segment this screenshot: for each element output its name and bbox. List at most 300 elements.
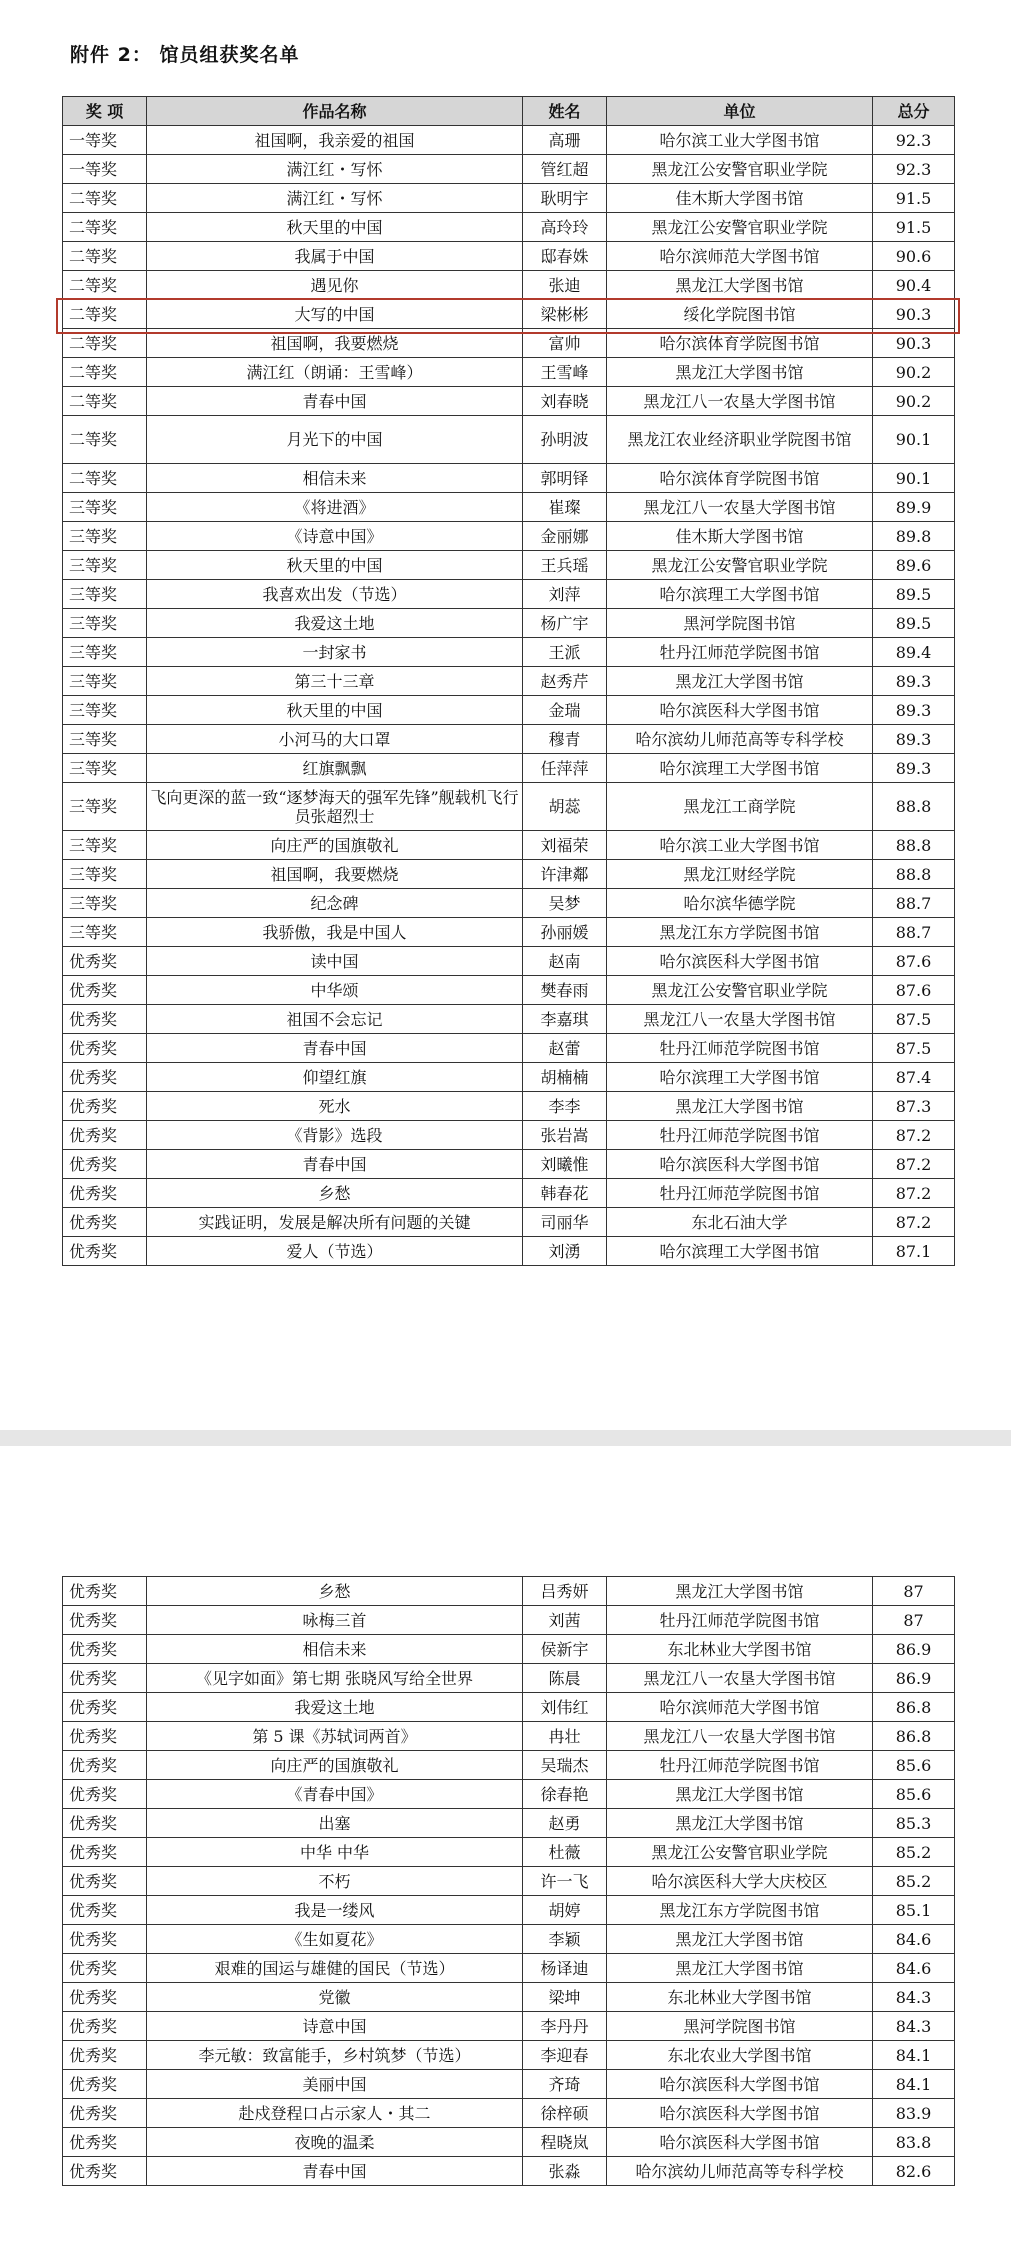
cell-name: 耿明宇 (523, 184, 607, 213)
table-row (63, 1121, 955, 1150)
cell-score: 90.4 (873, 271, 955, 300)
cell-award: 二等奖 (63, 184, 147, 213)
cell-award: 三等奖 (63, 638, 147, 667)
cell-score: 90.3 (873, 300, 955, 329)
cell-unit: 哈尔滨工业大学图书馆 (607, 126, 873, 155)
cell-unit: 黑龙江八一农垦大学图书馆 (607, 387, 873, 416)
cell-title: 中华 中华 (147, 1838, 523, 1867)
cell-award: 优秀奖 (63, 1577, 147, 1606)
cell-name: 樊春雨 (523, 976, 607, 1005)
cell-name: 高珊 (523, 126, 607, 155)
table-row (63, 1838, 955, 1867)
table-row (63, 2012, 955, 2041)
cell-score: 85.6 (873, 1780, 955, 1809)
cell-title: 我属于中国 (147, 242, 523, 271)
cell-unit: 黑龙江东方学院图书馆 (607, 1896, 873, 1925)
table-row (63, 1208, 955, 1237)
cell-award: 三等奖 (63, 493, 147, 522)
cell-award: 二等奖 (63, 387, 147, 416)
cell-title: 爱人（节选） (147, 1237, 523, 1266)
cell-award: 二等奖 (63, 271, 147, 300)
cell-name: 赵秀芹 (523, 667, 607, 696)
cell-award: 三等奖 (63, 754, 147, 783)
cell-unit: 哈尔滨幼儿师范高等专科学校 (607, 725, 873, 754)
cell-score: 85.6 (873, 1751, 955, 1780)
cell-title: 第 5 课《苏轼词两首》 (147, 1722, 523, 1751)
cell-title: 赴戍登程口占示家人・其二 (147, 2099, 523, 2128)
table-row (63, 947, 955, 976)
table-row (63, 1751, 955, 1780)
cell-name: 许一飞 (523, 1867, 607, 1896)
cell-unit: 佳木斯大学图书馆 (607, 184, 873, 213)
cell-award: 优秀奖 (63, 1237, 147, 1266)
table-row (63, 1896, 955, 1925)
cell-name: 程晓岚 (523, 2128, 607, 2157)
cell-name: 胡蕊 (523, 783, 607, 831)
cell-name: 刘福荣 (523, 831, 607, 860)
cell-title: 《青春中国》 (147, 1780, 523, 1809)
table-row (63, 2041, 955, 2070)
cell-score: 84.3 (873, 1983, 955, 2012)
cell-title: 飞向更深的蓝一致“逐梦海天的强军先锋”舰载机飞行员张超烈士 (147, 783, 523, 831)
table-row (63, 754, 955, 783)
cell-title: 我骄傲，我是中国人 (147, 918, 523, 947)
cell-name: 杨广宇 (523, 609, 607, 638)
cell-title: 满江红（朗诵：王雪峰） (147, 358, 523, 387)
cell-score: 87.4 (873, 1063, 955, 1092)
cell-award: 优秀奖 (63, 1606, 147, 1635)
cell-name: 齐琦 (523, 2070, 607, 2099)
cell-award: 优秀奖 (63, 1063, 147, 1092)
cell-unit: 黑龙江八一农垦大学图书馆 (607, 493, 873, 522)
cell-score: 84.6 (873, 1954, 955, 1983)
cell-title: 一封家书 (147, 638, 523, 667)
cell-name: 孙明波 (523, 416, 607, 464)
table-row (63, 783, 955, 831)
cell-award: 优秀奖 (63, 2041, 147, 2070)
cell-title: 向庄严的国旗敬礼 (147, 1751, 523, 1780)
table-row (63, 464, 955, 493)
cell-score: 90.6 (873, 242, 955, 271)
cell-score: 84.1 (873, 2070, 955, 2099)
cell-name: 刘湧 (523, 1237, 607, 1266)
cell-unit: 哈尔滨理工大学图书馆 (607, 1237, 873, 1266)
cell-title: 青春中国 (147, 2157, 523, 2186)
cell-score: 83.9 (873, 2099, 955, 2128)
cell-name: 王雪峰 (523, 358, 607, 387)
cell-unit: 黑龙江大学图书馆 (607, 1954, 873, 1983)
table-row (63, 2157, 955, 2186)
table-row (63, 1034, 955, 1063)
cell-award: 二等奖 (63, 416, 147, 464)
cell-award: 优秀奖 (63, 976, 147, 1005)
page-separator (0, 1430, 1011, 1446)
cell-award: 优秀奖 (63, 1896, 147, 1925)
cell-score: 89.3 (873, 696, 955, 725)
cell-unit: 黑龙江大学图书馆 (607, 1577, 873, 1606)
cell-unit: 牡丹江师范学院图书馆 (607, 1606, 873, 1635)
cell-award: 二等奖 (63, 329, 147, 358)
cell-name: 任萍萍 (523, 754, 607, 783)
cell-title: 我爱这土地 (147, 1693, 523, 1722)
cell-score: 85.3 (873, 1809, 955, 1838)
cell-award: 二等奖 (63, 242, 147, 271)
cell-title: 出塞 (147, 1809, 523, 1838)
cell-name: 韩春花 (523, 1179, 607, 1208)
cell-score: 89.5 (873, 580, 955, 609)
cell-unit: 哈尔滨医科大学大庆校区 (607, 1867, 873, 1896)
cell-award: 优秀奖 (63, 1722, 147, 1751)
table-row (63, 725, 955, 754)
cell-award: 二等奖 (63, 358, 147, 387)
cell-name: 管红超 (523, 155, 607, 184)
cell-award: 三等奖 (63, 551, 147, 580)
cell-unit: 哈尔滨医科大学图书馆 (607, 1150, 873, 1179)
cell-score: 87.5 (873, 1034, 955, 1063)
table-row (63, 831, 955, 860)
cell-name: 梁坤 (523, 1983, 607, 2012)
cell-unit: 东北林业大学图书馆 (607, 1983, 873, 2012)
table-row (63, 976, 955, 1005)
cell-name: 李颖 (523, 1925, 607, 1954)
cell-unit: 黑龙江公安警官职业学院 (607, 1838, 873, 1867)
table-row (63, 1005, 955, 1034)
cell-score: 87 (873, 1577, 955, 1606)
document-title: 附件 2： 馆员组获奖名单 (70, 44, 300, 66)
cell-award: 二等奖 (63, 464, 147, 493)
table-row (63, 889, 955, 918)
cell-title: 中华颂 (147, 976, 523, 1005)
cell-score: 89.4 (873, 638, 955, 667)
cell-score: 84.1 (873, 2041, 955, 2070)
cell-score: 88.7 (873, 918, 955, 947)
cell-unit: 黑龙江大学图书馆 (607, 1780, 873, 1809)
cell-unit: 哈尔滨体育学院图书馆 (607, 329, 873, 358)
table-row (63, 242, 955, 271)
cell-name: 陈晨 (523, 1664, 607, 1693)
table-row (63, 2128, 955, 2157)
cell-unit: 黑龙江大学图书馆 (607, 1092, 873, 1121)
cell-unit: 黑龙江大学图书馆 (607, 1809, 873, 1838)
cell-unit: 黑龙江八一农垦大学图书馆 (607, 1664, 873, 1693)
cell-name: 赵蕾 (523, 1034, 607, 1063)
cell-name: 许津鄰 (523, 860, 607, 889)
cell-score: 88.8 (873, 831, 955, 860)
cell-award: 优秀奖 (63, 1635, 147, 1664)
cell-title: 秋天里的中国 (147, 213, 523, 242)
table-row (63, 1693, 955, 1722)
table-row (63, 1809, 955, 1838)
cell-name: 胡婷 (523, 1896, 607, 1925)
cell-award: 三等奖 (63, 918, 147, 947)
cell-name: 吕秀妍 (523, 1577, 607, 1606)
cell-name: 张迪 (523, 271, 607, 300)
cell-unit: 黑龙江公安警官职业学院 (607, 155, 873, 184)
cell-unit: 牡丹江师范学院图书馆 (607, 1179, 873, 1208)
cell-unit: 哈尔滨理工大学图书馆 (607, 1063, 873, 1092)
cell-name: 刘伟红 (523, 1693, 607, 1722)
cell-title: 祖国啊，我要燃烧 (147, 329, 523, 358)
cell-score: 89.3 (873, 754, 955, 783)
cell-score: 82.6 (873, 2157, 955, 2186)
table-row (63, 2099, 955, 2128)
table-row (63, 551, 955, 580)
cell-score: 92.3 (873, 126, 955, 155)
cell-score: 91.5 (873, 213, 955, 242)
cell-unit: 哈尔滨师范大学图书馆 (607, 1693, 873, 1722)
cell-name: 刘茜 (523, 1606, 607, 1635)
cell-name: 徐春艳 (523, 1780, 607, 1809)
cell-award: 三等奖 (63, 783, 147, 831)
cell-name: 胡楠楠 (523, 1063, 607, 1092)
cell-unit: 绥化学院图书馆 (607, 300, 873, 329)
cell-name: 徐梓硕 (523, 2099, 607, 2128)
table-row (63, 609, 955, 638)
table-header-row (63, 97, 955, 126)
cell-score: 91.5 (873, 184, 955, 213)
cell-name: 梁彬彬 (523, 300, 607, 329)
cell-score: 90.1 (873, 416, 955, 464)
cell-score: 87.5 (873, 1005, 955, 1034)
table-row (63, 1237, 955, 1266)
cell-title: 不朽 (147, 1867, 523, 1896)
header-title: 作品名称 (147, 97, 523, 126)
cell-unit: 黑龙江八一农垦大学图书馆 (607, 1722, 873, 1751)
cell-award: 优秀奖 (63, 1179, 147, 1208)
cell-award: 优秀奖 (63, 1208, 147, 1237)
table-row (63, 860, 955, 889)
award-table-1 (62, 96, 955, 1266)
cell-unit: 哈尔滨理工大学图书馆 (607, 754, 873, 783)
cell-award: 三等奖 (63, 580, 147, 609)
cell-score: 89.8 (873, 522, 955, 551)
cell-unit: 佳木斯大学图书馆 (607, 522, 873, 551)
cell-award: 优秀奖 (63, 2012, 147, 2041)
cell-title: 小河马的大口罩 (147, 725, 523, 754)
cell-title: 乡愁 (147, 1179, 523, 1208)
cell-award: 优秀奖 (63, 1925, 147, 1954)
cell-title: 满江红・写怀 (147, 184, 523, 213)
table-row (63, 1150, 955, 1179)
cell-score: 90.3 (873, 329, 955, 358)
cell-score: 87.2 (873, 1150, 955, 1179)
table-row (63, 1925, 955, 1954)
cell-title: 向庄严的国旗敬礼 (147, 831, 523, 860)
cell-unit: 黑龙江大学图书馆 (607, 358, 873, 387)
cell-title: 月光下的中国 (147, 416, 523, 464)
table-row (63, 638, 955, 667)
cell-title: 我爱这土地 (147, 609, 523, 638)
cell-score: 87.1 (873, 1237, 955, 1266)
cell-unit: 黑河学院图书馆 (607, 2012, 873, 2041)
cell-unit: 东北石油大学 (607, 1208, 873, 1237)
cell-award: 三等奖 (63, 831, 147, 860)
cell-unit: 哈尔滨医科大学图书馆 (607, 696, 873, 725)
cell-title: 秋天里的中国 (147, 696, 523, 725)
cell-award: 优秀奖 (63, 1005, 147, 1034)
cell-unit: 黑龙江大学图书馆 (607, 1925, 873, 1954)
cell-name: 李嘉琪 (523, 1005, 607, 1034)
cell-score: 86.9 (873, 1635, 955, 1664)
cell-title: 遇见你 (147, 271, 523, 300)
table-row (63, 696, 955, 725)
table-row (63, 184, 955, 213)
cell-score: 89.5 (873, 609, 955, 638)
cell-title: 《将进酒》 (147, 493, 523, 522)
cell-award: 一等奖 (63, 126, 147, 155)
cell-title: 红旗飘飘 (147, 754, 523, 783)
cell-score: 89.6 (873, 551, 955, 580)
cell-unit: 黑龙江八一农垦大学图书馆 (607, 1005, 873, 1034)
cell-award: 优秀奖 (63, 2099, 147, 2128)
cell-unit: 哈尔滨医科大学图书馆 (607, 947, 873, 976)
cell-score: 89.3 (873, 725, 955, 754)
cell-unit: 牡丹江师范学院图书馆 (607, 1121, 873, 1150)
cell-award: 优秀奖 (63, 2128, 147, 2157)
cell-title: 《生如夏花》 (147, 1925, 523, 1954)
cell-score: 87.3 (873, 1092, 955, 1121)
table-row (63, 2070, 955, 2099)
table-row (63, 300, 955, 329)
cell-title: 祖国啊，我要燃烧 (147, 860, 523, 889)
cell-title: 《诗意中国》 (147, 522, 523, 551)
cell-title: 仰望红旗 (147, 1063, 523, 1092)
cell-name: 刘萍 (523, 580, 607, 609)
cell-name: 杨译迪 (523, 1954, 607, 1983)
cell-score: 90.1 (873, 464, 955, 493)
cell-unit: 东北林业大学图书馆 (607, 1635, 873, 1664)
table-row (63, 126, 955, 155)
cell-award: 优秀奖 (63, 947, 147, 976)
cell-award: 一等奖 (63, 155, 147, 184)
table-row (63, 1092, 955, 1121)
cell-title: 秋天里的中国 (147, 551, 523, 580)
table-row (63, 1867, 955, 1896)
cell-name: 金丽娜 (523, 522, 607, 551)
cell-title: 大写的中国 (147, 300, 523, 329)
cell-name: 崔璨 (523, 493, 607, 522)
cell-unit: 哈尔滨工业大学图书馆 (607, 831, 873, 860)
cell-title: 祖国不会忘记 (147, 1005, 523, 1034)
cell-score: 85.2 (873, 1867, 955, 1896)
cell-title: 相信未来 (147, 464, 523, 493)
table-row (63, 387, 955, 416)
cell-score: 92.3 (873, 155, 955, 184)
cell-score: 86.9 (873, 1664, 955, 1693)
cell-score: 88.8 (873, 783, 955, 831)
cell-score: 85.1 (873, 1896, 955, 1925)
document-page-2 (0, 1446, 1011, 2249)
cell-unit: 黑河学院图书馆 (607, 609, 873, 638)
table-row (63, 667, 955, 696)
cell-name: 邸春姝 (523, 242, 607, 271)
table-row (63, 1606, 955, 1635)
cell-award: 优秀奖 (63, 1983, 147, 2012)
table-row (63, 522, 955, 551)
cell-name: 穆青 (523, 725, 607, 754)
cell-title: 纪念碑 (147, 889, 523, 918)
cell-score: 89.9 (873, 493, 955, 522)
cell-unit: 黑龙江财经学院 (607, 860, 873, 889)
cell-score: 90.2 (873, 358, 955, 387)
cell-unit: 哈尔滨医科大学图书馆 (607, 2070, 873, 2099)
cell-title: 我是一缕风 (147, 1896, 523, 1925)
cell-unit: 哈尔滨医科大学图书馆 (607, 2128, 873, 2157)
cell-name: 李李 (523, 1092, 607, 1121)
cell-title: 党徽 (147, 1983, 523, 2012)
cell-name: 杜薇 (523, 1838, 607, 1867)
table-row (63, 1063, 955, 1092)
cell-score: 89.3 (873, 667, 955, 696)
cell-unit: 哈尔滨师范大学图书馆 (607, 242, 873, 271)
cell-name: 孙丽媛 (523, 918, 607, 947)
cell-award: 三等奖 (63, 889, 147, 918)
cell-score: 90.2 (873, 387, 955, 416)
cell-unit: 黑龙江大学图书馆 (607, 667, 873, 696)
cell-award: 优秀奖 (63, 1838, 147, 1867)
cell-score: 87.2 (873, 1179, 955, 1208)
cell-award: 优秀奖 (63, 1809, 147, 1838)
cell-title: 艰难的国运与雄健的国民（节选） (147, 1954, 523, 1983)
cell-title: 《见字如面》第七期 张晓风写给全世界 (147, 1664, 523, 1693)
cell-unit: 哈尔滨理工大学图书馆 (607, 580, 873, 609)
cell-unit: 黑龙江公安警官职业学院 (607, 213, 873, 242)
cell-title: 咏梅三首 (147, 1606, 523, 1635)
table-row (63, 1635, 955, 1664)
cell-title: 青春中国 (147, 1150, 523, 1179)
cell-score: 83.8 (873, 2128, 955, 2157)
cell-title: 祖国啊，我亲爱的祖国 (147, 126, 523, 155)
table-row (63, 493, 955, 522)
cell-name: 李丹丹 (523, 2012, 607, 2041)
cell-title: 诗意中国 (147, 2012, 523, 2041)
cell-name: 侯新宇 (523, 1635, 607, 1664)
cell-award: 优秀奖 (63, 2070, 147, 2099)
header-score: 总分 (873, 97, 955, 126)
cell-unit: 东北农业大学图书馆 (607, 2041, 873, 2070)
cell-unit: 牡丹江师范学院图书馆 (607, 1751, 873, 1780)
cell-award: 优秀奖 (63, 1954, 147, 1983)
cell-score: 87 (873, 1606, 955, 1635)
cell-award: 三等奖 (63, 860, 147, 889)
header-name: 姓名 (523, 97, 607, 126)
cell-name: 赵南 (523, 947, 607, 976)
cell-award: 优秀奖 (63, 1150, 147, 1179)
cell-title: 美丽中国 (147, 2070, 523, 2099)
cell-award: 优秀奖 (63, 2157, 147, 2186)
cell-award: 三等奖 (63, 725, 147, 754)
cell-title: 实践证明，发展是解决所有问题的关键 (147, 1208, 523, 1237)
cell-award: 优秀奖 (63, 1121, 147, 1150)
cell-name: 郭明铎 (523, 464, 607, 493)
table-row (63, 358, 955, 387)
header-award: 奖 项 (63, 97, 147, 126)
cell-score: 88.8 (873, 860, 955, 889)
cell-score: 86.8 (873, 1722, 955, 1751)
cell-title: 乡愁 (147, 1577, 523, 1606)
cell-score: 84.6 (873, 1925, 955, 1954)
table-row (63, 213, 955, 242)
cell-name: 王派 (523, 638, 607, 667)
cell-score: 87.6 (873, 947, 955, 976)
cell-name: 冉壮 (523, 1722, 607, 1751)
table-row (63, 1577, 955, 1606)
cell-title: 青春中国 (147, 387, 523, 416)
cell-award: 优秀奖 (63, 1092, 147, 1121)
table-row (63, 1722, 955, 1751)
cell-unit: 黑龙江工商学院 (607, 783, 873, 831)
table-row (63, 416, 955, 464)
